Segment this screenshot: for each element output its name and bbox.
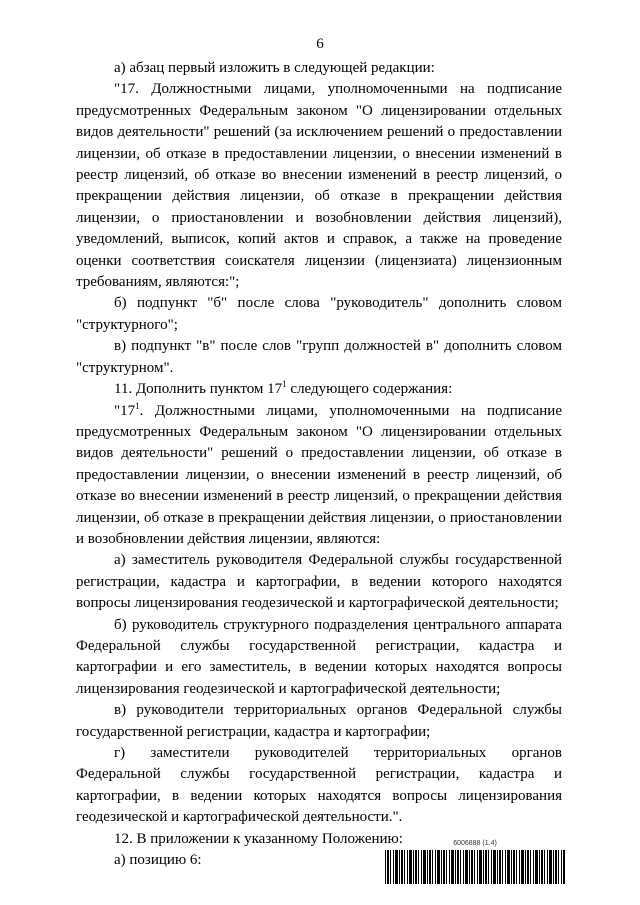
page-number: 6 (316, 36, 324, 52)
paragraph-text: . Должностными лицами, уполномоченными на подписание предусмотренных Федеральным законом "О лицензировании отдельных видов деятельности" решений о предоставлении лицензии, об отказе в предоставлении лицензии, о внесении изменений в реестр лицензий, об отказе во внесении изменений в реестр лицензий, о прекращении действия лицензии, об отказе в прекращении действия лицензии, о приостановлении и возобновлении действия лицензии, являются: (76, 402, 562, 547)
barcode (385, 840, 565, 888)
paragraph: а) позицию 6: (114, 852, 202, 869)
paragraph: г) заместители руководителей территориальных органов Федеральной службы государственной регистрации, кадастра и картографии, в ведении которых находятся вопросы лицензирования геодезической и картографической деятельности.". (76, 745, 562, 826)
paragraph (76, 379, 562, 400)
barcode-id-text: 6006888 (1.4) (453, 840, 497, 847)
paragraph-text: "17 (114, 402, 136, 419)
superscript: 1 (282, 379, 287, 390)
paragraph: а) абзац первый изложить в следующей редакции: (114, 60, 435, 76)
paragraph: в) руководители территориальных органов Федеральной службы государственной регистрации, кадастра и картографии; (76, 702, 562, 740)
paragraph: 12. В приложении к указанному Положению: (114, 830, 403, 847)
document-body (76, 58, 562, 871)
paragraph-text: в) подпункт "в" после слов "групп должностей в" дополнить словом "структурном". (76, 338, 562, 376)
paragraph: б) руководитель структурного подразделения центрального аппарата Федеральной службы государственной регистрации, кадастра и картографии и его заместитель, в ведении которых находятся вопросы лицензирования геодезической и картографической деятельности; (76, 616, 562, 697)
paragraph (76, 336, 562, 379)
paragraph (76, 401, 562, 551)
paragraph-text: 11. Дополнить пунктом 17 (114, 381, 283, 398)
superscript: 1 (135, 400, 140, 411)
paragraph: б) подпункт "б" после слова "руководитель" дополнить словом "структурного"; (76, 295, 562, 333)
paragraph: "17. Должностными лицами, уполномоченными на подписание предусмотренных Федеральным законом "О лицензировании отдельных видов деятельности" решений (за исключением решений о предоставлении лицензии, об отказе в предоставлении лицензии, о внесении изменений в реестр лицензий, об отказе во внесении изменений в реестр лицензий, о прекращении действия лицензии, об отказе в прекращении действия лицензии, о приостановлении и возобновлении действия лицензий), уведомлений, выписок, копий актов и справок, а также на проведение оценки соответствия соискателя лицензии (лицензиата) лицензионным требованиям, являются:"; (76, 81, 562, 291)
barcode-bars (385, 850, 565, 884)
paragraph-text: следующего содержания: (286, 381, 453, 398)
paragraph: а) заместитель руководителя Федеральной службы государственной регистрации, кадастра и картографии, в ведении которого находятся вопросы лицензирования геодезической и картографической деятельности; (76, 552, 562, 612)
